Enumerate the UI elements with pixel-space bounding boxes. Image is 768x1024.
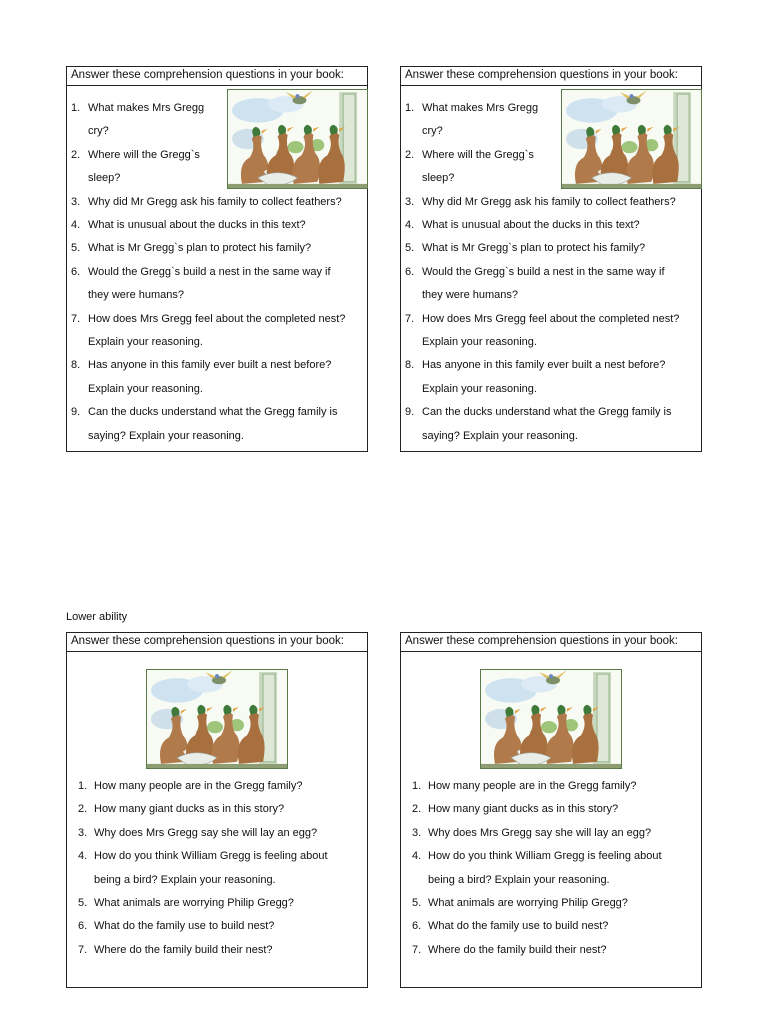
illustration-frame <box>561 89 702 189</box>
question-text: How many people are in the Gregg family? <box>94 780 303 792</box>
question-number: 7. <box>71 312 81 325</box>
question-text: What is unusual about the ducks in this text? <box>88 219 306 231</box>
question-number: 9. <box>71 406 81 419</box>
question-text: Can the ducks understand what the Gregg family is <box>422 406 672 419</box>
question-number: 6. <box>78 920 88 933</box>
question-text: sleep? <box>88 172 121 185</box>
question-number: 3. <box>412 826 422 839</box>
question-text: What do the family use to build nest? <box>428 920 609 933</box>
question-text: How does Mrs Gregg feel about the completed nest? <box>88 312 346 325</box>
question-text: Has anyone in this family ever built a nest before? <box>422 359 666 372</box>
question-text: What makes Mrs Gregg <box>88 102 205 114</box>
question-number: 8. <box>405 359 415 372</box>
question-number: 5. <box>78 897 88 909</box>
question-number: 4. <box>71 219 81 231</box>
question-text: What is unusual about the ducks in this text? <box>422 219 640 231</box>
question-text: they were humans? <box>422 289 518 302</box>
ducks-illustration <box>562 90 701 188</box>
question-text: being a bird? Explain your reasoning. <box>428 873 610 886</box>
section-label: Lower ability <box>66 611 128 623</box>
question-text: being a bird? Explain your reasoning. <box>94 873 276 886</box>
question-number: 3. <box>78 826 88 839</box>
question-text: cry? <box>88 125 109 138</box>
question-text: sleep? <box>422 172 455 185</box>
question-number: 4. <box>412 850 422 863</box>
question-text: What animals are worrying Philip Gregg? <box>428 897 628 909</box>
question-text: How many giant ducks as in this story? <box>94 803 285 816</box>
question-number: 2. <box>412 803 422 816</box>
question-text: Why did Mr Gregg ask his family to collect feathers? <box>88 195 342 208</box>
question-text: cry? <box>422 125 443 138</box>
question-text: Where do the family build their nest? <box>428 943 607 956</box>
illustration-frame <box>227 89 368 189</box>
question-text: Has anyone in this family ever built a nest before? <box>88 359 332 372</box>
question-text: How do you think William Gregg is feeling about <box>428 850 662 863</box>
question-card <box>400 66 702 452</box>
question-number: 5. <box>405 242 415 255</box>
question-text: saying? Explain your reasoning. <box>88 429 244 442</box>
question-number: 4. <box>78 850 88 863</box>
question-number: 5. <box>412 897 422 909</box>
card-header: Answer these comprehension questions in your book: <box>401 633 701 652</box>
question-card <box>66 632 368 988</box>
question-text: What do the family use to build nest? <box>94 920 275 933</box>
question-number: 6. <box>71 265 81 278</box>
question-text: Where will the Gregg`s <box>422 148 534 161</box>
question-number: 2. <box>71 148 81 161</box>
ducks-illustration <box>147 670 287 768</box>
question-text: Can the ducks understand what the Gregg family is <box>88 406 338 419</box>
illustration-frame <box>146 669 288 769</box>
card-header: Answer these comprehension questions in your book: <box>67 67 367 86</box>
question-number: 1. <box>71 102 81 114</box>
question-card <box>66 66 368 452</box>
question-text: Where will the Gregg`s <box>88 148 200 161</box>
question-text: How do you think William Gregg is feeling about <box>94 850 328 863</box>
question-text: Why did Mr Gregg ask his family to collect feathers? <box>422 195 676 208</box>
question-text: What is Mr Gregg`s plan to protect his family? <box>88 242 312 255</box>
question-number: 5. <box>71 242 81 255</box>
question-number: 2. <box>405 148 415 161</box>
question-text: Explain your reasoning. <box>422 336 537 348</box>
question-number: 8. <box>71 359 81 372</box>
question-text: Would the Gregg`s build a nest in the same way if <box>88 265 331 278</box>
question-text: How many giant ducks as in this story? <box>428 803 619 816</box>
question-number: 9. <box>405 406 415 419</box>
card-header: Answer these comprehension questions in your book: <box>401 67 701 86</box>
question-number: 7. <box>405 312 415 325</box>
question-number: 1. <box>405 102 415 114</box>
ducks-illustration <box>228 90 367 188</box>
question-number: 3. <box>405 195 415 208</box>
question-text: Why does Mrs Gregg say she will lay an egg? <box>94 826 318 839</box>
question-text: saying? Explain your reasoning. <box>422 429 578 442</box>
question-number: 4. <box>405 219 415 231</box>
question-text: Explain your reasoning. <box>88 382 203 395</box>
question-number: 2. <box>78 803 88 816</box>
question-text: How does Mrs Gregg feel about the completed nest? <box>422 312 680 325</box>
question-number: 6. <box>405 265 415 278</box>
ducks-illustration <box>481 670 621 768</box>
question-text: What animals are worrying Philip Gregg? <box>94 897 294 909</box>
question-text: they were humans? <box>88 289 184 302</box>
question-text: What makes Mrs Gregg <box>422 102 539 114</box>
question-text: Would the Gregg`s build a nest in the same way if <box>422 265 665 278</box>
question-number: 7. <box>412 943 422 956</box>
question-number: 1. <box>412 780 422 792</box>
question-number: 1. <box>78 780 88 792</box>
card-header: Answer these comprehension questions in your book: <box>67 633 367 652</box>
question-text: Where do the family build their nest? <box>94 943 273 956</box>
question-text: How many people are in the Gregg family? <box>428 780 637 792</box>
question-text: Explain your reasoning. <box>88 336 203 348</box>
question-number: 7. <box>78 943 88 956</box>
question-text: What is Mr Gregg`s plan to protect his family? <box>422 242 646 255</box>
question-text: Why does Mrs Gregg say she will lay an egg? <box>428 826 652 839</box>
question-text: Explain your reasoning. <box>422 382 537 395</box>
question-number: 3. <box>71 195 81 208</box>
illustration-frame <box>480 669 622 769</box>
question-number: 6. <box>412 920 422 933</box>
question-card <box>400 632 702 988</box>
